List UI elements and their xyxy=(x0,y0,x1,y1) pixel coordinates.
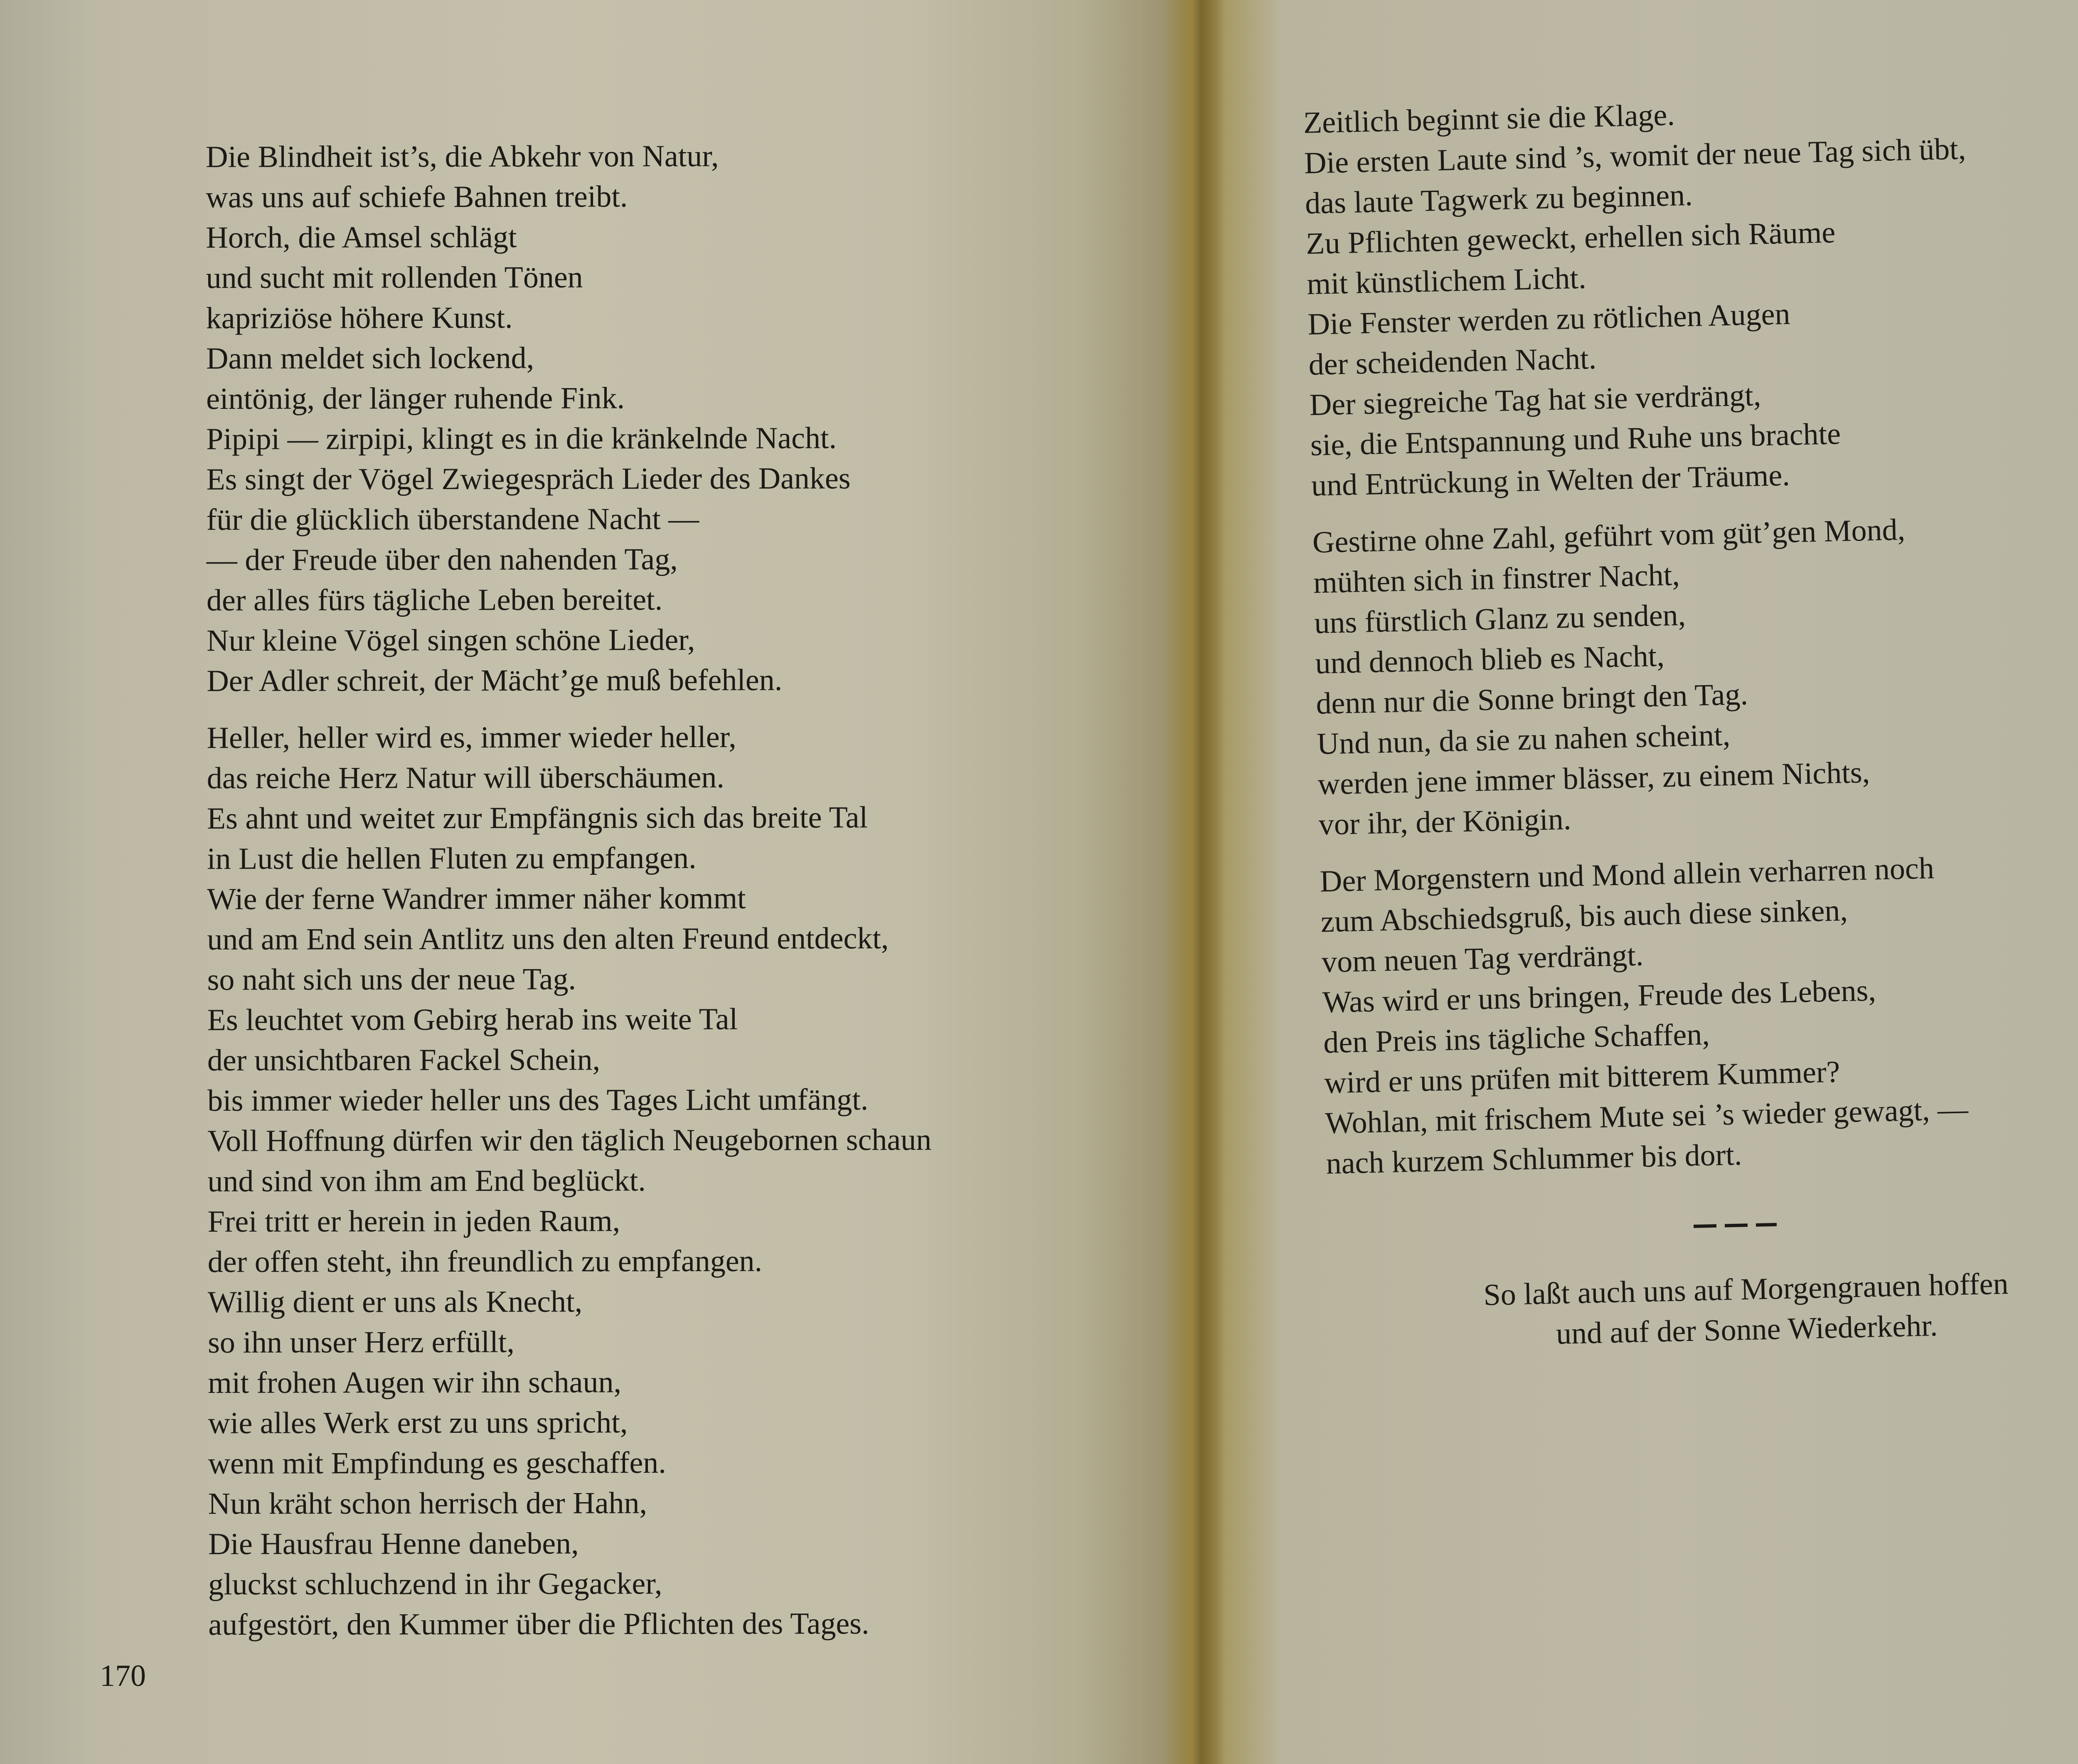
poem-line: sie, die Entspannung und Ruhe uns brachte xyxy=(1310,416,1841,463)
poem-line: und sucht mit rollenden Tönen xyxy=(206,260,583,295)
poem-line: Der siegreiche Tag hat sie verdrängt, xyxy=(1309,378,1762,422)
poem-line: denn nur die Sonne bringt den Tag. xyxy=(1315,677,1748,721)
poem-line: wie alles Werk erst zu uns spricht, xyxy=(208,1405,628,1440)
poem-line: nach kurzem Schlummer bis dort. xyxy=(1325,1137,1743,1181)
closing-line: So laßt auch uns auf Morgengrauen hoffen xyxy=(1483,1267,2009,1312)
poem-line: Der Adler schreit, der Mächt’ge muß befehlen. xyxy=(207,663,783,698)
poem-line: Die Hausfrau Henne daneben, xyxy=(208,1526,579,1561)
poem-line: mit künstlichem Licht. xyxy=(1306,261,1587,301)
stanza-break xyxy=(207,700,1079,718)
poem-line: so naht sich uns der neue Tag. xyxy=(207,962,576,997)
poem-line: Willig dient er uns als Knecht, xyxy=(207,1284,583,1319)
left-poem-text xyxy=(206,135,1081,1645)
poem-line: — der Freude über den nahenden Tag, xyxy=(206,542,678,577)
poem-line: Frei tritt er herein in jeden Raum, xyxy=(207,1204,620,1239)
poem-line: was uns auf schiefe Bahnen treibt. xyxy=(206,180,628,214)
poem-line: kapriziöse höhere Kunst. xyxy=(206,300,513,335)
poem-line: und am End sein Antlitz uns den alten Freund entdeckt, xyxy=(207,921,889,957)
poem-line: Heller, heller wird es, immer wieder heller, xyxy=(207,720,736,755)
poem-line: und sind von ihm am End beglückt. xyxy=(207,1164,646,1198)
poem-line: mühten sich in finstrer Nacht, xyxy=(1313,558,1680,600)
poem-line: Wohlan, mit frischem Mute sei ’s wieder gewagt, — xyxy=(1325,1092,1969,1141)
poem-line: Die Fenster werden zu rötlichen Augen xyxy=(1307,297,1791,342)
poem-line: uns fürstlich Glanz zu senden, xyxy=(1314,598,1686,640)
poem-line: zum Abschiedsgruß, bis auch diese sinken, xyxy=(1320,893,1848,939)
poem-line: der alles fürs tägliche Leben bereitet. xyxy=(206,583,663,618)
poem-line: gluckst schluchzend in ihr Gegacker, xyxy=(208,1567,662,1602)
poem-line: vor ihr, der Königin. xyxy=(1318,802,1572,842)
poem-line: das reiche Herz Natur will überschäumen. xyxy=(207,760,724,795)
poem-line: für die glücklich überstandene Nacht — xyxy=(206,502,699,537)
poem-line: Es singt der Vögel Zwiegespräch Lieder des Dankes xyxy=(206,461,851,497)
poem-line: Es ahnt und weitet zur Empfängnis sich das breite Tal xyxy=(207,800,868,836)
poem-line: Was wird er uns bringen, Freude des Lebens, xyxy=(1322,973,1876,1020)
poem-line: wenn mit Empfindung es geschaffen. xyxy=(208,1446,666,1481)
poem-line: werden jene immer blässer, zu einem Nichts, xyxy=(1317,755,1870,802)
poem-line: Es leuchtet vom Gebirg herab ins weite Tal xyxy=(207,1002,738,1037)
poem-line: bis immer wieder heller uns des Tages Licht umfängt. xyxy=(207,1083,869,1118)
poem-line: so ihn unser Herz erfüllt, xyxy=(207,1325,515,1360)
closing-line: und auf der Sonne Wiederkehr. xyxy=(1556,1308,1938,1351)
poem-line: in Lust die hellen Fluten zu empfangen. xyxy=(207,841,697,876)
poem-line: Nur kleine Vögel singen schöne Lieder, xyxy=(207,622,695,658)
poem-line: eintönig, der länger ruhende Fink. xyxy=(206,381,625,416)
book-gutter xyxy=(1164,0,1226,1764)
poem-line: der offen steht, ihn freundlich zu empfangen. xyxy=(207,1244,763,1279)
right-poem-text xyxy=(1303,85,2078,1184)
poem-line: und dennoch blieb es Nacht, xyxy=(1315,639,1665,681)
poem-line: Und nun, da sie zu nahen scheint, xyxy=(1316,718,1731,761)
poem-line: der unsichtbaren Fackel Schein, xyxy=(207,1043,601,1078)
poem-line: das laute Tagwerk zu beginnen. xyxy=(1305,178,1693,221)
poem-line: Zu Pflichten geweckt, erhellen sich Räume xyxy=(1305,215,1836,261)
poem-line: Voll Hoffnung dürfen wir den täglich Neugebornen schaun xyxy=(207,1122,932,1158)
poem-line: Zeitlich beginnt sie die Klage. xyxy=(1303,98,1675,140)
poem-line: Nun kräht schon herrisch der Hahn, xyxy=(208,1486,648,1521)
poem-line: Dann meldet sich lockend, xyxy=(206,341,534,376)
poem-line: aufgestört, den Kummer über die Pflichten des Tages. xyxy=(208,1607,869,1642)
poem-line: Horch, die Amsel schlägt xyxy=(206,220,517,255)
page-number: 170 xyxy=(100,1659,146,1693)
poem-line: mit frohen Augen wir ihn schaun, xyxy=(208,1365,622,1400)
poem-line: Der Morgenstern und Mond allein verharren noch xyxy=(1319,851,1935,899)
poem-line: vom neuen Tag verdrängt. xyxy=(1321,938,1644,979)
poem-line: wird er uns prüfen mit bitterem Kummer? xyxy=(1324,1055,1841,1100)
poem-line: Wie der ferne Wandrer immer näher kommt xyxy=(207,881,746,916)
poem-line: Gestirne ohne Zahl, geführt vom güt’gen Mond, xyxy=(1312,512,1906,560)
closing-lines xyxy=(1371,1261,2078,1358)
poem-line: den Preis ins tägliche Schaffen, xyxy=(1323,1017,1710,1060)
poem-line: Die Blindheit ist’s, die Abkehr von Natur, xyxy=(206,139,719,174)
poem-line: Pipipi — zirpipi, klingt es in die kränkelnde Nacht. xyxy=(206,421,837,456)
poem-line: Die ersten Laute sind ’s, womit der neue Tag sich übt, xyxy=(1304,132,1966,180)
poem-line: und Entrückung in Welten der Träume. xyxy=(1311,458,1790,503)
poem-line: der scheidenden Nacht. xyxy=(1308,341,1597,382)
